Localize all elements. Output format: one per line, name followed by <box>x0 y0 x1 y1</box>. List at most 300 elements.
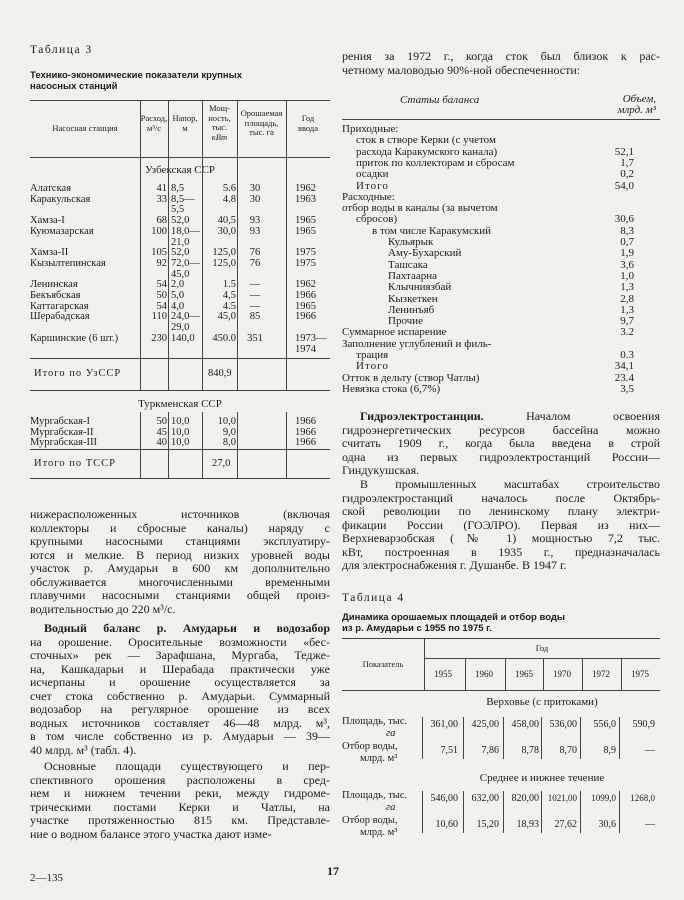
head-value: 10,0 <box>171 416 190 427</box>
balance-item-value: 1,3 <box>620 281 634 294</box>
area-value: 76 <box>249 247 261 259</box>
balance-item-value: 3,5 <box>620 382 634 395</box>
year-value: 1966 <box>295 290 316 301</box>
paragraph-hydro-intro <box>342 410 660 478</box>
paragraph-line: В промышленных масштабах строительство <box>360 477 660 491</box>
section-uzbek: Узбекская ССР <box>144 164 216 176</box>
paragraph-irrigation-areas <box>30 760 330 841</box>
paragraph-line: для электроснабжения г. Душанбе. В 1947 г. <box>342 558 567 572</box>
year-value: 1974 <box>295 343 316 355</box>
power-value: 4.8 <box>222 193 236 205</box>
left-column <box>30 0 330 900</box>
table-divider <box>580 791 581 833</box>
station-name: Алатская <box>30 183 72 194</box>
area-value: — <box>249 300 261 312</box>
balance-row <box>342 282 660 294</box>
head-value: 4,0 <box>171 300 185 312</box>
year-value: 1975 <box>295 247 316 259</box>
balance-item-value: 23.4 <box>614 371 634 384</box>
right-column <box>327 0 660 900</box>
paragraph-line: 40 млрд. м³ (табл. 4). <box>30 742 137 757</box>
header-area-line: тыс. га <box>249 127 274 137</box>
paragraph-line: участок р. Амударьи в 600 км дополнительно <box>30 561 330 575</box>
station-name: Хамза-II <box>30 247 69 259</box>
power-value: 5.6 <box>222 183 236 194</box>
lower-water-value: 30,6 <box>598 819 616 830</box>
upper-area-label <box>342 716 407 740</box>
paragraph-line: нижерасположенных источников (включая <box>30 507 330 521</box>
paragraph-line: нем и нижнем течении реки, между гидроме- <box>30 786 330 800</box>
flow-value: 100 <box>151 225 167 237</box>
paragraph-line: ются и мелкие. В период низких уровней воды <box>30 547 330 562</box>
paragraph-line: гидроэлектростанций началось после Октябрь- <box>342 490 660 505</box>
head-value: 10,0 <box>171 426 190 438</box>
table-divider <box>422 717 423 759</box>
head-value: 52,0 <box>171 215 190 227</box>
balance-header-items: Статьи баланса <box>400 94 480 106</box>
table3-title-line: Технико-экономические показатели крупных <box>30 70 242 81</box>
balance-item-label: осадки <box>356 168 389 181</box>
header-head <box>168 114 202 133</box>
table-divider <box>619 717 620 759</box>
balance-item-label: Отток в дельту (створ Чатлы) <box>342 371 480 384</box>
paragraph-line: одна из первых гидроэлектростанций России— <box>342 449 660 464</box>
year-value: 1962 <box>295 183 316 194</box>
paragraph-line: водозабор на регулярное орошение из всех <box>30 702 330 716</box>
table-rule <box>30 100 330 101</box>
paragraph-line: обслуживается многочисленными временными <box>30 574 330 589</box>
year-header: 1975 <box>631 669 649 679</box>
table-divider <box>541 791 542 833</box>
balance-item-value: 1,9 <box>620 247 634 260</box>
area-value: 85 <box>249 311 261 323</box>
lower-water-label-line: Отбор воды, <box>342 815 398 826</box>
year-value: 1965 <box>295 300 316 312</box>
header-power-line: кВт <box>211 131 228 142</box>
power-value: 4,5 <box>222 290 236 301</box>
station-name: Бекъябская <box>30 290 81 301</box>
flow-value: 54 <box>156 279 167 291</box>
area-value: 351 <box>247 332 263 344</box>
paragraph-line: сточных» рек — Зарафшана, Мургаба, Тедже- <box>30 648 330 662</box>
head-value: 5,0 <box>171 290 185 301</box>
balance-item-label: Расходные: <box>342 190 395 203</box>
upper-water-value: 7,86 <box>481 745 499 756</box>
lower-area-value: 632,00 <box>471 793 499 804</box>
station-name: Каракульская <box>30 193 91 205</box>
balance-item-label: Суммарное испарение <box>342 326 447 339</box>
upper-water-label <box>342 741 398 765</box>
balance-item-value: 54,0 <box>614 179 634 192</box>
hydro-intro-text <box>342 424 660 478</box>
header-area <box>237 109 286 138</box>
paragraph-line: на, Кашкадарьи и Шерабада практически уже <box>30 661 330 676</box>
balance-item-label: трация <box>356 349 389 361</box>
flow-value: 45 <box>156 426 167 438</box>
paragraph-line: спективного орошения расположены в сред- <box>30 772 330 787</box>
year-value: 1963 <box>295 193 316 205</box>
power-value: 4.5 <box>222 300 236 312</box>
balance-item-label: Прочие <box>388 315 423 328</box>
table-divider <box>465 658 466 690</box>
lower-area-label-line: га <box>386 802 396 813</box>
total-uzssr-label: Итого по УзССР <box>34 368 122 379</box>
table-rule <box>342 638 660 639</box>
paragraph-line <box>30 622 330 636</box>
table-row <box>30 344 330 356</box>
balance-item-label: расхода Каракумского канала) <box>356 145 498 158</box>
upper-area-value: 458,00 <box>511 719 539 730</box>
head-value: 18,0— <box>171 225 200 237</box>
head-value: 24,0— <box>171 311 200 323</box>
balance-list <box>342 92 660 402</box>
upper-area-value: 556,0 <box>593 719 616 730</box>
upper-water-label-line: Отбор воды, <box>342 741 398 752</box>
header-power <box>202 104 237 142</box>
balance-row <box>342 169 660 181</box>
balance-item-label: Итого <box>356 360 389 373</box>
flow-value: 50 <box>156 290 167 301</box>
balance-item-label: отбор воды в каналы (за вычетом <box>342 202 498 215</box>
head-value: 21,0 <box>171 236 190 248</box>
area-value: 30 <box>249 183 261 194</box>
area-value: 93 <box>249 215 261 227</box>
paragraph-line: в том числе собственно из р. Амударьи — 39— <box>30 729 330 743</box>
table-divider <box>503 791 504 833</box>
table-divider <box>619 791 620 833</box>
table-rule <box>30 478 330 479</box>
year-value: 1962 <box>295 279 316 291</box>
header-area-line: Орошаемая <box>240 108 283 118</box>
balance-item-value: 8,3 <box>620 224 634 237</box>
upper-water-value: — <box>645 745 655 756</box>
power-value: 30,0 <box>217 225 236 237</box>
station-name: Каттагарская <box>30 300 89 312</box>
station-name: Мургабская-II <box>30 426 94 438</box>
balance-header-volume-line: Объем, <box>622 93 656 105</box>
upper-area-value: 425,00 <box>471 719 499 730</box>
lower-water-value: — <box>645 819 655 830</box>
paragraph-line: считать 1909 г., когда была введена в строй <box>342 436 660 450</box>
upper-area-label-line: га <box>386 728 396 739</box>
table-divider <box>621 658 622 690</box>
header-power-line: Мощ- <box>209 103 230 113</box>
header-head-line: Напор, <box>172 113 198 123</box>
lower-area-value: 1268,0 <box>630 793 655 803</box>
balance-item-value: 2,8 <box>620 292 634 305</box>
lower-water-label-line: млрд. м³ <box>360 827 398 838</box>
year-value: 1966 <box>295 426 316 438</box>
area-value: 93 <box>249 225 261 237</box>
header-area-line: площадь, <box>244 117 279 128</box>
table-divider <box>505 658 506 690</box>
paragraph-line: ние о водном балансе этого участка дают изме- <box>30 826 272 841</box>
year-header: 1972 <box>592 669 610 679</box>
flow-value: 41 <box>156 183 167 194</box>
lower-water-value: 27,62 <box>554 819 577 830</box>
paragraph-line: крупными насосными станциями эксплуатиру- <box>30 534 330 548</box>
balance-item-label: Приходные: <box>342 123 399 135</box>
section-upper-reaches: Верховье (с притоками) <box>486 696 598 708</box>
balance-item-value: 3.2 <box>620 326 634 339</box>
lower-area-label <box>342 790 407 814</box>
table-rule <box>30 390 330 391</box>
header-year-line: ввода <box>297 122 319 133</box>
water-balance-text <box>30 636 330 758</box>
power-value: 1.5 <box>222 279 236 291</box>
table-divider <box>541 717 542 759</box>
header-station: Насосная станция <box>52 123 118 133</box>
year-value: 1965 <box>295 215 316 227</box>
balance-row <box>342 384 660 396</box>
lower-water-value: 10,60 <box>435 819 458 830</box>
upper-water-value: 8,9 <box>603 745 616 756</box>
balance-item-label: сток в створе Керки (с учетом <box>356 134 496 147</box>
balance-item-label: Итого <box>356 179 389 192</box>
year-header: 1970 <box>553 669 571 679</box>
power-value: 125,0 <box>212 247 236 259</box>
total-uzssr-power: 840,9 <box>208 368 232 379</box>
station-name: Мургабская-III <box>30 437 97 448</box>
lower-water-value: 15,20 <box>476 819 499 830</box>
balance-item-value: 0,2 <box>620 168 634 181</box>
balance-row <box>342 158 660 170</box>
paragraph-line: рения за 1972 г., когда сток был близок к рас- <box>342 49 660 63</box>
table4-title-line: Динамика орошаемых площадей и отбор воды <box>342 612 566 623</box>
balance-item-label: сбросов) <box>356 213 398 226</box>
balance-item-value: 34,1 <box>614 360 634 373</box>
upper-water-value: 8,78 <box>521 745 539 756</box>
balance-item-label: Пахтаарна <box>388 269 438 282</box>
balance-item-label: Кульярык <box>388 236 434 248</box>
header-year: Год <box>535 643 549 653</box>
lower-area-value: 820,00 <box>511 793 539 804</box>
table-rule <box>30 157 330 158</box>
year-header: 1965 <box>515 669 533 679</box>
station-name: Каршинские (6 шт.) <box>30 332 119 344</box>
power-value: 40,5 <box>217 215 236 227</box>
header-year-line: Год <box>301 113 315 123</box>
station-name: Мургабская-I <box>30 416 90 427</box>
flow-value: 105 <box>151 247 167 259</box>
balance-item-value: 0,7 <box>620 236 634 248</box>
balance-item-label: Кызкеткен <box>388 292 438 305</box>
section-turkmen: Туркменская ССР <box>138 398 222 410</box>
balance-item-value: 1,3 <box>620 303 634 316</box>
balance-item-value: 3,6 <box>620 258 634 271</box>
station-name: Хамза-I <box>30 215 65 227</box>
power-value: 10,0 <box>217 416 236 427</box>
page-number: 17 <box>327 864 339 878</box>
header-flow-line: Расход, <box>140 113 168 123</box>
table4-title <box>342 612 660 634</box>
balance-item-label: в том числе Каракумский <box>372 224 491 237</box>
balance-item-label: Аму-Бухарский <box>388 247 462 260</box>
lower-area-value: 1099,0 <box>591 793 616 803</box>
paragraph-line: гидроэнергетических ресурсов бассейна можно <box>342 422 660 437</box>
header-indicator: Показатель <box>362 659 404 669</box>
paragraph-line: плавучими насосными станциями общей произ- <box>30 588 330 602</box>
year-value: 1975 <box>295 257 316 269</box>
head-value: 52,0 <box>171 247 190 259</box>
paragraph-line: фикации России (ГОЭЛРО). Первая из них— <box>342 517 660 532</box>
upper-area-label-line: Площадь, тыс. <box>342 716 408 727</box>
table4-title-line: из р. Амударьи с 1955 по 1975 г. <box>342 623 492 634</box>
lower-area-label-line: Площадь, тыс. <box>342 790 408 801</box>
station-name: Куюмазарская <box>30 225 94 237</box>
paragraph-line: водительностью до 220 м³/с. <box>30 601 176 616</box>
area-value: — <box>249 279 261 291</box>
paragraph-line: ской революции по ленинскому плану электри- <box>342 504 660 518</box>
table-divider <box>582 658 583 690</box>
head-value: 45,0 <box>171 268 190 280</box>
paragraph-line: Гиндукушская. <box>342 463 420 477</box>
flow-value: 50 <box>156 416 167 427</box>
power-value: 45,0 <box>217 311 236 323</box>
upper-area-value: 536,00 <box>549 719 577 730</box>
flow-value: 68 <box>156 215 167 227</box>
paragraph-line: трическими постами Керки и Чатлы, на <box>30 799 330 814</box>
paragraph-line: четному маловодью 90%-ной обеспеченности: <box>342 62 581 77</box>
upper-water-value: 7,51 <box>440 745 458 756</box>
balance-item-label: Клычниязбай <box>388 281 452 294</box>
table-rule <box>342 690 660 691</box>
balance-item-label: Ташсака <box>388 258 428 271</box>
balance-header-volume <box>617 94 656 116</box>
paragraph-line: коллекторы и сбросные каналы) наряду с <box>30 520 330 535</box>
head-value: 140,0 <box>171 332 195 344</box>
balance-item-label: приток по коллекторам и сбросам <box>356 156 515 169</box>
flow-value: 54 <box>156 300 167 312</box>
balance-item-value: 0.3 <box>620 349 634 361</box>
head-value: 29,0 <box>171 322 190 334</box>
water-balance-heading: Водный баланс р. Амударьи и водозабор <box>44 621 330 635</box>
table-divider <box>463 791 464 833</box>
paragraph-pump-stations <box>30 508 330 616</box>
table4-caption: Таблица 4 <box>342 592 405 604</box>
section-middle-lower: Среднее и нижнее течение <box>479 772 605 784</box>
table-divider <box>580 717 581 759</box>
table-divider <box>463 717 464 759</box>
head-value: 10,0 <box>171 437 190 448</box>
table3-caption: Таблица 3 <box>30 44 93 56</box>
year-value: 1966 <box>295 311 316 323</box>
signature-mark: 2—135 <box>30 872 63 884</box>
head-value: 8,5 <box>171 183 185 194</box>
table-divider <box>503 717 504 759</box>
header-flow <box>140 114 168 133</box>
balance-item-label: Невязка стока (6,7%) <box>342 382 441 395</box>
balance-row <box>342 339 660 351</box>
lower-area-value: 1021,00 <box>547 793 577 803</box>
upper-area-value: 590,9 <box>632 719 655 730</box>
year-value: 1965 <box>295 225 316 237</box>
head-value: 2,0 <box>171 279 185 291</box>
balance-item-value: 9,7 <box>620 315 634 328</box>
station-name: Кызылтепинская <box>30 257 106 269</box>
header-year <box>286 114 330 133</box>
balance-item-value: 52,1 <box>614 145 634 158</box>
table3-title <box>30 70 330 92</box>
hydro-first-line-rest: Началом освоения <box>526 409 660 423</box>
balance-row <box>342 350 660 362</box>
balance-item-value: 1,0 <box>620 269 634 282</box>
paragraph-line: водных источников составляет 46—48 млрд. м³, <box>30 715 330 730</box>
upper-water-value: 8,70 <box>559 745 577 756</box>
paragraph-line: Основные площади существующего и пер- <box>44 759 330 773</box>
year-value: 1973— <box>295 332 327 344</box>
upper-water-label-line: млрд. м³ <box>360 753 398 764</box>
paragraph-balance-intro <box>342 50 660 77</box>
paragraph-line: Верхневарзобская (№ 1) мощностью 7,2 тыс. <box>342 531 660 545</box>
year-value: 1966 <box>295 437 316 448</box>
balance-item-value: 30,6 <box>614 213 634 226</box>
flow-value: 230 <box>151 332 167 344</box>
table4 <box>342 638 660 848</box>
table-divider <box>543 658 544 690</box>
year-header: 1960 <box>475 669 493 679</box>
station-name: Ленинская <box>30 279 78 291</box>
power-value: 450.0 <box>212 332 236 344</box>
flow-value: 92 <box>156 257 167 269</box>
station-name: Шерабадская <box>30 311 90 323</box>
header-flow-line: м³/с <box>146 122 162 133</box>
total-tssr-label: Итого по ТССР <box>34 458 116 469</box>
table-divider <box>422 791 423 833</box>
paragraph-line: исчерпаны и орошение осуществляется за <box>30 675 330 689</box>
table-row <box>30 437 330 449</box>
year-header: 1955 <box>434 669 452 679</box>
paragraph-line: счет стока собственно р. Амударьи. Суммарный <box>30 688 330 703</box>
table-rule <box>424 658 660 659</box>
upper-area-value: 361,00 <box>430 719 458 730</box>
paragraph-line: кВт, построенная в 1935 г., предназначалась <box>342 544 660 559</box>
head-value: 72,0— <box>171 257 200 269</box>
table-rule <box>30 358 330 359</box>
balance-item-label: Заполнение углублений и филь- <box>342 337 492 350</box>
balance-item-label: Ленинъяб <box>388 303 435 316</box>
lower-area-value: 546,00 <box>430 793 458 804</box>
header-power-line: тыс. <box>211 122 228 132</box>
head-value: 5,5 <box>171 204 185 216</box>
table3 <box>30 100 330 480</box>
paragraph-line: на орошение. Оросительные возможности «бес- <box>30 634 330 649</box>
power-value: 125,0 <box>212 257 236 269</box>
paragraph-line: участке протяженностью 815 км. Представле- <box>30 813 330 827</box>
year-value: 1966 <box>295 416 316 427</box>
header-head-line: м <box>182 122 188 133</box>
balance-header-volume-line: млрд. м³ <box>617 104 656 116</box>
table3-title-line: насосных станций <box>30 81 118 92</box>
area-value: 76 <box>249 257 261 269</box>
header-power-line: ность, <box>208 112 231 123</box>
table-rule <box>30 449 330 450</box>
hydro-heading: Гидроэлектростанции. <box>360 409 484 423</box>
flow-value: 110 <box>151 311 167 323</box>
paragraph-line <box>342 410 660 424</box>
flow-value: 33 <box>156 193 167 205</box>
total-tssr-power: 27,0 <box>212 458 231 469</box>
area-value: — <box>249 290 261 301</box>
lower-water-label <box>342 815 398 839</box>
flow-value: 40 <box>156 437 167 448</box>
head-value: 8,5— <box>171 193 195 205</box>
power-value: 8,0 <box>222 437 236 448</box>
area-value: 30 <box>249 193 261 205</box>
paragraph-water-balance <box>30 622 330 757</box>
paragraph-hydro-history <box>342 478 660 573</box>
balance-rule <box>342 119 660 120</box>
